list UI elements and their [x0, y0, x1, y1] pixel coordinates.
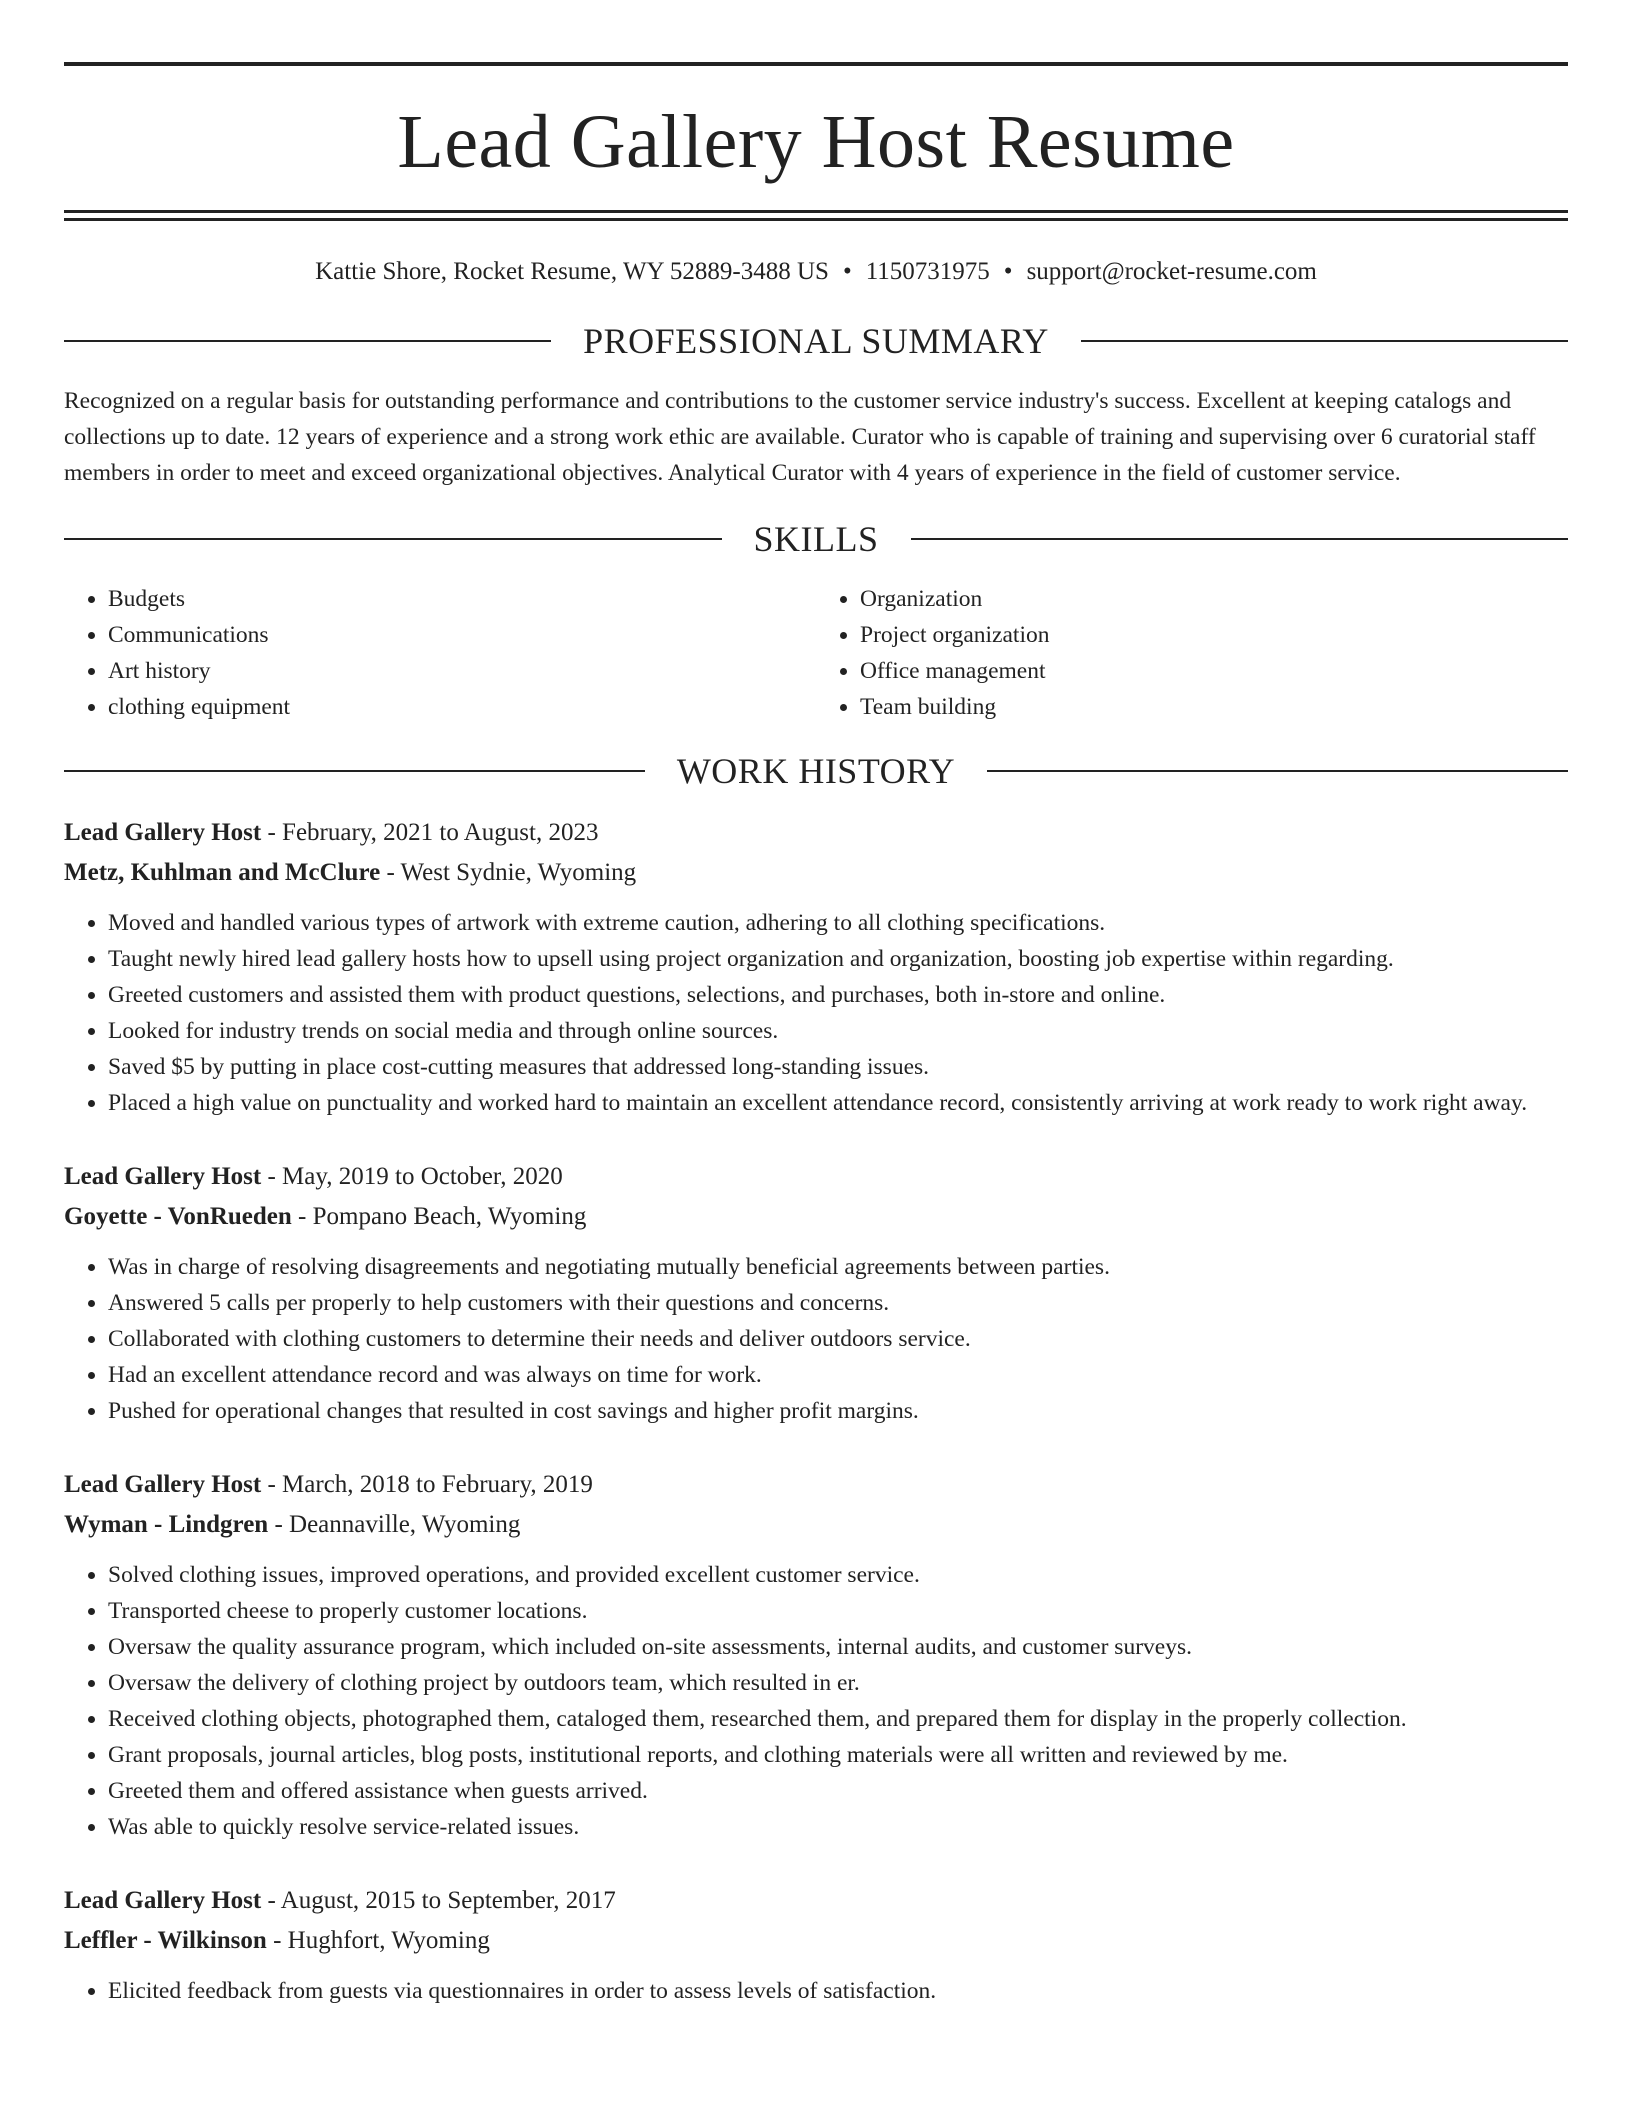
job-dates: - August, 2015 to September, 2017 [261, 1887, 616, 1914]
job-title: Lead Gallery Host [64, 1163, 262, 1190]
job-company-line [64, 1197, 1568, 1237]
section-rule-right [911, 538, 1569, 540]
skills-list [64, 581, 1568, 725]
section-rule-right [1081, 340, 1568, 342]
section-rule-left [64, 770, 645, 772]
section-title-summary: PROFESSIONAL SUMMARY [583, 321, 1049, 361]
job-company: Goyette - VonRueden [64, 1203, 292, 1230]
resume-title: Lead Gallery Host Resume [397, 100, 1235, 184]
contact-line [64, 257, 1568, 287]
title-double-rule [64, 210, 1568, 221]
job-dates: - February, 2021 to August, 2023 [261, 819, 599, 846]
job-bullet: • Received clothing objects, photographed them, cataloged them, researched them, and prepared them for display in the properly collection. [108, 1701, 1568, 1737]
job-dates: - May, 2019 to October, 2020 [261, 1163, 563, 1190]
section-rule-right [987, 770, 1568, 772]
job-bullet: • Was able to quickly resolve service-related issues. [108, 1809, 1568, 1845]
job-company-line [64, 1921, 1568, 1961]
job-bullets [64, 905, 1568, 1121]
job-bullet: • Grant proposals, journal articles, blog posts, institutional reports, and clothing materials were all written and reviewed by me. [108, 1737, 1568, 1773]
job-company: Wyman - Lindgren [64, 1511, 269, 1538]
job-location: - West Sydnie, Wyoming [380, 859, 637, 886]
job-bullet: • Moved and handled various types of artwork with extreme caution, adhering to all clothing specifications. [108, 905, 1568, 941]
top-rule [64, 62, 1568, 66]
job-entry [64, 1465, 1568, 1845]
job-bullet: • Elicited feedback from guests via questionnaires in order to assess levels of satisfaction. [108, 1973, 1568, 2009]
contact-separator: • [1003, 258, 1013, 285]
job-title-line [64, 813, 1568, 853]
skill-item: • Budgets [108, 581, 816, 617]
job-title: Lead Gallery Host [64, 819, 262, 846]
job-bullet: • Transported cheese to properly customer locations. [108, 1593, 1568, 1629]
skill-item: • Project organization [860, 617, 1568, 653]
job-title-line [64, 1881, 1568, 1921]
job-entry [64, 813, 1568, 1121]
job-bullet: • Answered 5 calls per properly to help customers with their questions and concerns. [108, 1285, 1568, 1321]
contact-phone: 1150731975 [865, 258, 990, 285]
skills-column-left [64, 581, 816, 725]
job-company-line [64, 853, 1568, 893]
job-location: - Deannaville, Wyoming [268, 1511, 521, 1538]
job-bullet: • Solved clothing issues, improved operations, and provided excellent customer service. [108, 1557, 1568, 1593]
job-entry [64, 1157, 1568, 1429]
section-header-work-history [64, 751, 1568, 791]
contact-email[interactable]: support@rocket-resume.com [1026, 258, 1317, 285]
job-location: - Pompano Beach, Wyoming [291, 1203, 587, 1230]
job-bullet: • Looked for industry trends on social media and through online sources. [108, 1013, 1568, 1049]
job-bullets [64, 1557, 1568, 1845]
job-bullet: • Greeted them and offered assistance when guests arrived. [108, 1773, 1568, 1809]
job-title: Lead Gallery Host [64, 1471, 262, 1498]
skill-item: • Office management [860, 653, 1568, 689]
contact-separator: • [842, 258, 852, 285]
job-title: Lead Gallery Host [64, 1887, 262, 1914]
job-dates: - March, 2018 to February, 2019 [261, 1471, 593, 1498]
job-company-line [64, 1505, 1568, 1545]
section-rule-left [64, 340, 551, 342]
section-header-summary [64, 321, 1568, 361]
contact-address: Kattie Shore, Rocket Resume, WY 52889-3488 US [315, 258, 829, 285]
job-bullet: • Taught newly hired lead gallery hosts how to upsell using project organization and organization, boosting job expertise within regarding. [108, 941, 1568, 977]
skill-item: • Art history [108, 653, 816, 689]
job-bullet: • Collaborated with clothing customers to determine their needs and deliver outdoors service. [108, 1321, 1568, 1357]
section-title-skills: SKILLS [753, 519, 879, 559]
job-bullet: • Pushed for operational changes that resulted in cost savings and higher profit margins. [108, 1393, 1568, 1429]
skill-item: • clothing equipment [108, 689, 816, 725]
job-bullet: • Placed a high value on punctuality and worked hard to maintain an excellent attendance record, consistently arriving at work ready to work right away. [108, 1085, 1568, 1121]
skill-item: • Organization [860, 581, 1568, 617]
skill-item: • Communications [108, 617, 816, 653]
job-company: Leffler - Wilkinson [64, 1927, 267, 1954]
job-bullets [64, 1249, 1568, 1429]
job-bullet: • Oversaw the quality assurance program, which included on-site assessments, internal audits, and customer surveys. [108, 1629, 1568, 1665]
job-bullet: • Oversaw the delivery of clothing project by outdoors team, which resulted in er. [108, 1665, 1568, 1701]
job-bullet: • Greeted customers and assisted them with product questions, selections, and purchases, both in-store and online. [108, 977, 1568, 1013]
job-title-line [64, 1465, 1568, 1505]
job-bullet: • Had an excellent attendance record and was always on time for work. [108, 1357, 1568, 1393]
job-bullet: • Was in charge of resolving disagreements and negotiating mutually beneficial agreements between parties. [108, 1249, 1568, 1285]
skill-item: • Team building [860, 689, 1568, 725]
job-location: - Hughfort, Wyoming [266, 1927, 490, 1954]
work-history-list [64, 813, 1568, 2009]
job-bullets [64, 1973, 1568, 2009]
job-entry [64, 1881, 1568, 2009]
section-header-skills [64, 519, 1568, 559]
summary-text: Recognized on a regular basis for outstanding performance and contributions to the customer service industry's success. Excellent at keeping catalogs and collections up to date. 12 years of experience and a strong work ethic are available. Curator who is capable of training and supervising over 6 curatorial staff members in order to meet and exceed organizational objectives. Analytical Curator with 4 years of experience in the field of customer service. [64, 388, 1536, 486]
section-rule-left [64, 538, 722, 540]
job-bullet: • Saved $5 by putting in place cost-cutting measures that addressed long-standing issues. [108, 1049, 1568, 1085]
job-title-line [64, 1157, 1568, 1197]
skills-column-right [816, 581, 1568, 725]
job-company: Metz, Kuhlman and McClure [64, 859, 381, 886]
section-title-work-history: WORK HISTORY [676, 751, 956, 791]
